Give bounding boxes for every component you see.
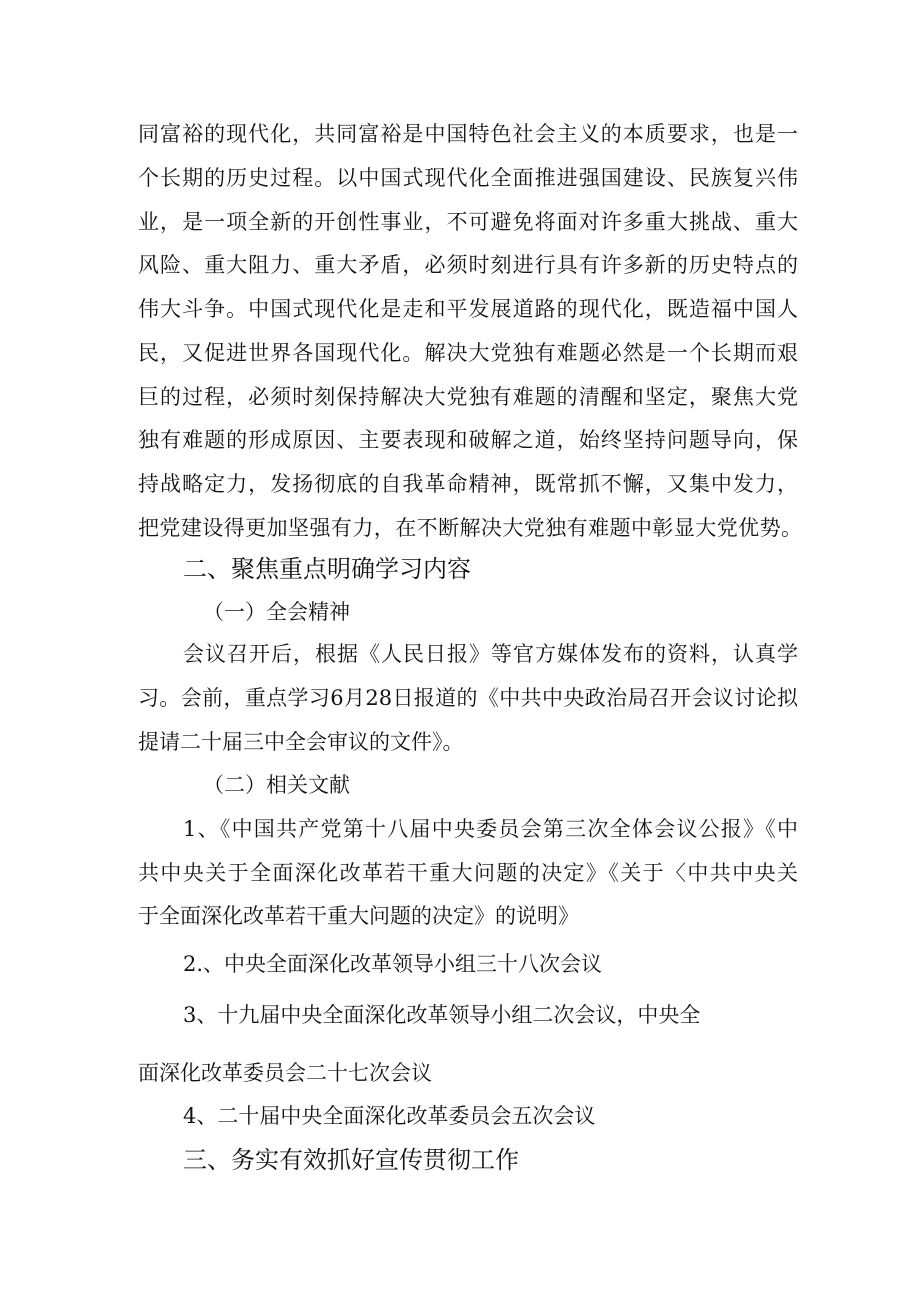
paragraph-line: 个长期的历史过程。以中国式现代化全面推进强国建设、民族复兴伟 — [138, 166, 798, 190]
paragraph-line: 会议召开后，根据《人民日报》等官方媒体发布的资料，认真学 — [183, 642, 798, 666]
paragraph-line: 业，是一项全新的开创性事业，不可避免将面对许多重大挑战、重大 — [138, 210, 798, 234]
paragraph-line: 提请二十届三中全会审议的文件》。 — [138, 730, 464, 754]
paragraph-line: 巨的过程，必须时刻保持解决大党独有难题的清醒和坚定，聚焦大党 — [138, 385, 798, 409]
paragraph-line: 习。会前，重点学习6月28日报道的《中共中央政治局召开会议讨论拟 — [138, 686, 798, 710]
paragraph-line: 把党建设得更加坚强有力，在不断解决大党独有难题中彰显大党优势。 — [138, 516, 802, 540]
paragraph-line: 民，又促进世界各国现代化。解决大党独有难题必然是一个长期而艰 — [138, 341, 798, 365]
list-item: 2.、中央全面深化改革领导小组三十八次会议 — [183, 952, 603, 976]
paragraph-line: 独有难题的形成原因、主要表现和破解之道，始终坚持问题导向，保 — [138, 428, 798, 452]
list-item: 3、十九届中央全面深化改革领导小组二次会议，中央全 — [183, 1003, 701, 1027]
paragraph-line: 同富裕的现代化，共同富裕是中国特色社会主义的本质要求，也是一 — [138, 122, 798, 146]
paragraph-line: 伟大斗争。中国式现代化是走和平发展道路的现代化，既造福中国人 — [138, 297, 798, 321]
subsection-heading: （一）全会精神 — [203, 600, 350, 624]
list-item-continuation: 面深化改革委员会二十七次会议 — [138, 1061, 432, 1085]
paragraph-line: 风险、重大阻力、重大矛盾，必须时刻进行具有许多新的历史特点的 — [138, 253, 798, 277]
list-item-line: 于全面深化改革若干重大问题的决定》的说明》 — [138, 904, 579, 928]
list-item-line: 1、《中国共产党第十八届中央委员会第三次全体会议公报》《中 — [183, 817, 798, 841]
paragraph-line: 持战略定力，发扬彻底的自我革命精神，既常抓不懈，又集中发力， — [138, 472, 798, 496]
list-item-line: 共中央关于全面深化改革若干重大问题的决定》《关于〈中共中央关 — [138, 861, 798, 885]
section-heading: 三、务实有效抓好宣传贯彻工作 — [183, 1146, 519, 1174]
section-heading: 二、聚焦重点明确学习内容 — [183, 555, 471, 583]
list-item: 4、二十届中央全面深化改革委员会五次会议 — [183, 1104, 596, 1128]
subsection-heading: （二）相关文献 — [203, 773, 350, 797]
